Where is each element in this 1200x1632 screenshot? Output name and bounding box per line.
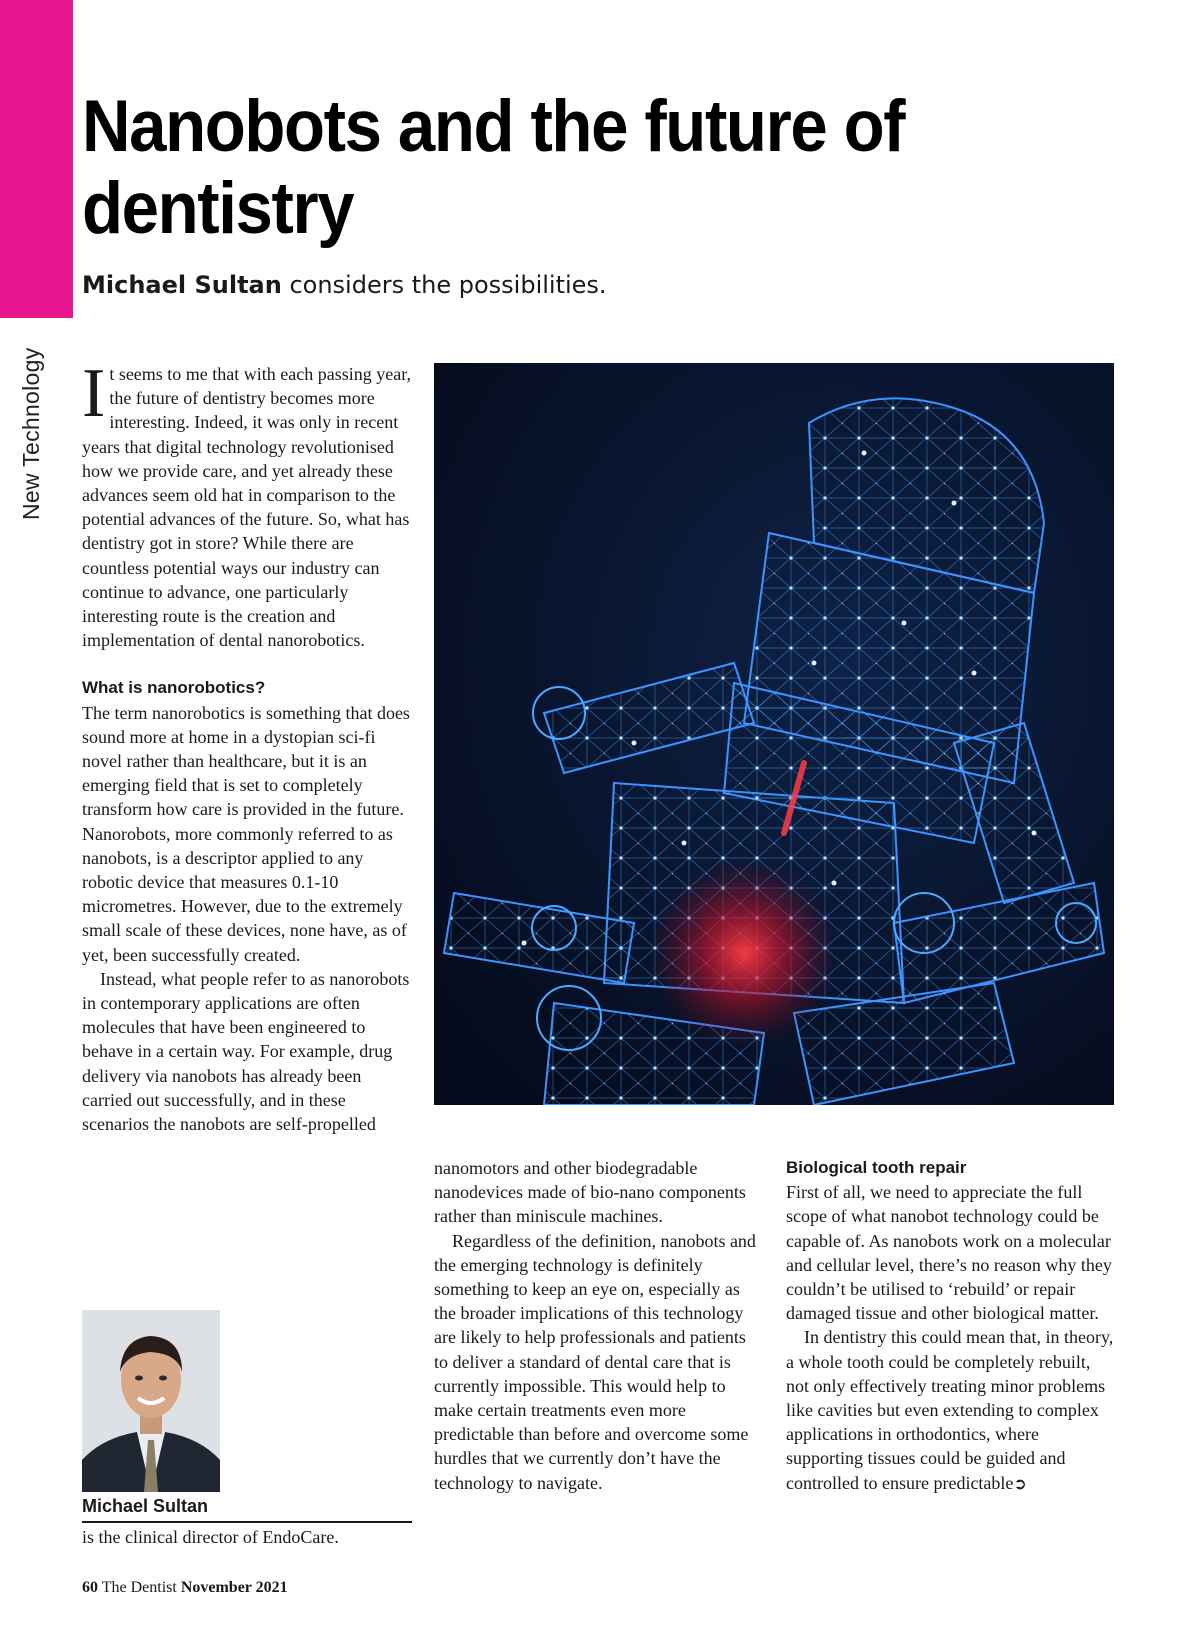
intro-text: t seems to me that with each passing year, the future of dentistry becomes more interesting. Indeed, it was only in recent years that digital technology revolutionised how we provide care, and yet already these advances seem old hat in comparison to the potential advances of the future. So, what has dentistry got in store? While there are countless potential ways our industry can continue to advance, one particularly interesting route is the creation and implementation of dental nanorobotics. <box>82 364 412 651</box>
headline: Nanobots and the future of dentistry <box>82 86 905 249</box>
nanobot-illustration <box>434 363 1114 1105</box>
body-text: In dentistry this could mean that, in theory, a whole tooth could be completely rebuilt, not only effectively treating minor problems like cavities but even extending to complex applications in orthodontics, where supporting tissues could be guided and controlled to ensure predictable <box>786 1327 1114 1493</box>
author-role: is the clinical director of EndoCare. <box>82 1527 339 1547</box>
body-paragraph: nanomotors and other biodegradable nanodevices made of bio-nano components rather than miniscule machines. <box>434 1158 746 1227</box>
author-photo <box>82 1310 220 1492</box>
standfirst-text: considers the possibilities. <box>281 271 607 299</box>
body-paragraph: First of all, we need to appreciate the full scope of what nanobot technology could be capable of. As nanobots work on a molecular and cellular level, there’s no reason why they couldn’t be utilised to ‘rebuild’ or repair damaged tissue and other biological matter. <box>786 1182 1112 1324</box>
hero-image-nanobot <box>434 363 1114 1105</box>
intro-paragraph <box>82 355 412 652</box>
subheading-biological-tooth-repair: Biological tooth repair <box>786 1158 967 1177</box>
column-right <box>786 1156 1116 1497</box>
column-middle <box>434 1156 764 1495</box>
author-box <box>82 1494 412 1549</box>
author-name: Michael Sultan <box>82 1494 412 1523</box>
drop-cap: I <box>82 355 106 432</box>
section-label: New Technology <box>18 347 44 520</box>
standfirst <box>82 271 607 299</box>
page-number: 60 <box>82 1579 98 1596</box>
magazine-name: The Dentist <box>98 1579 181 1596</box>
section-accent-bar <box>0 0 73 318</box>
page-footer <box>82 1579 288 1597</box>
body-paragraph: Regardless of the definition, nanobots and the emerging technology is definitely something to keep an eye on, especially as the broader implications of this technology are likely to help professionals and patients to deliver a standard of dental care that is currently impossible. This would help to make certain treatments even more predictable than before and overcome some hurdles that we currently don’t have the technology to navigate. <box>434 1230 756 1493</box>
column-left <box>82 355 412 1136</box>
body-paragraph: Instead, what people refer to as nanorobots in contemporary applications are often molecules that have been engineered to behave in a certain way. For example, drug delivery via nanobots has already been carried out successfully, and in these scenarios the nanobots are self-propelled <box>82 968 410 1135</box>
subheading-what-is-nanorobotics: What is nanorobotics? <box>82 678 266 698</box>
issue-date: November 2021 <box>180 1579 288 1596</box>
body-paragraph <box>786 1325 1116 1496</box>
author-portrait <box>82 1310 220 1492</box>
continue-arrow-icon: ➲ <box>1013 1475 1027 1493</box>
body-paragraph: The term nanorobotics is something that does sound more at home in a dystopian sci-fi novel rather than healthcare, but it is an emerging field that is set to completely transform how care is provided in the future. Nanorobots, more commonly referred to as nanobots, is a descriptor applied to any robotic device that measures 0.1-10 micrometres. However, due to the extremely small scale of these devices, none have, as of yet, been successfully created. <box>82 702 410 965</box>
standfirst-author: Michael Sultan <box>82 271 282 299</box>
